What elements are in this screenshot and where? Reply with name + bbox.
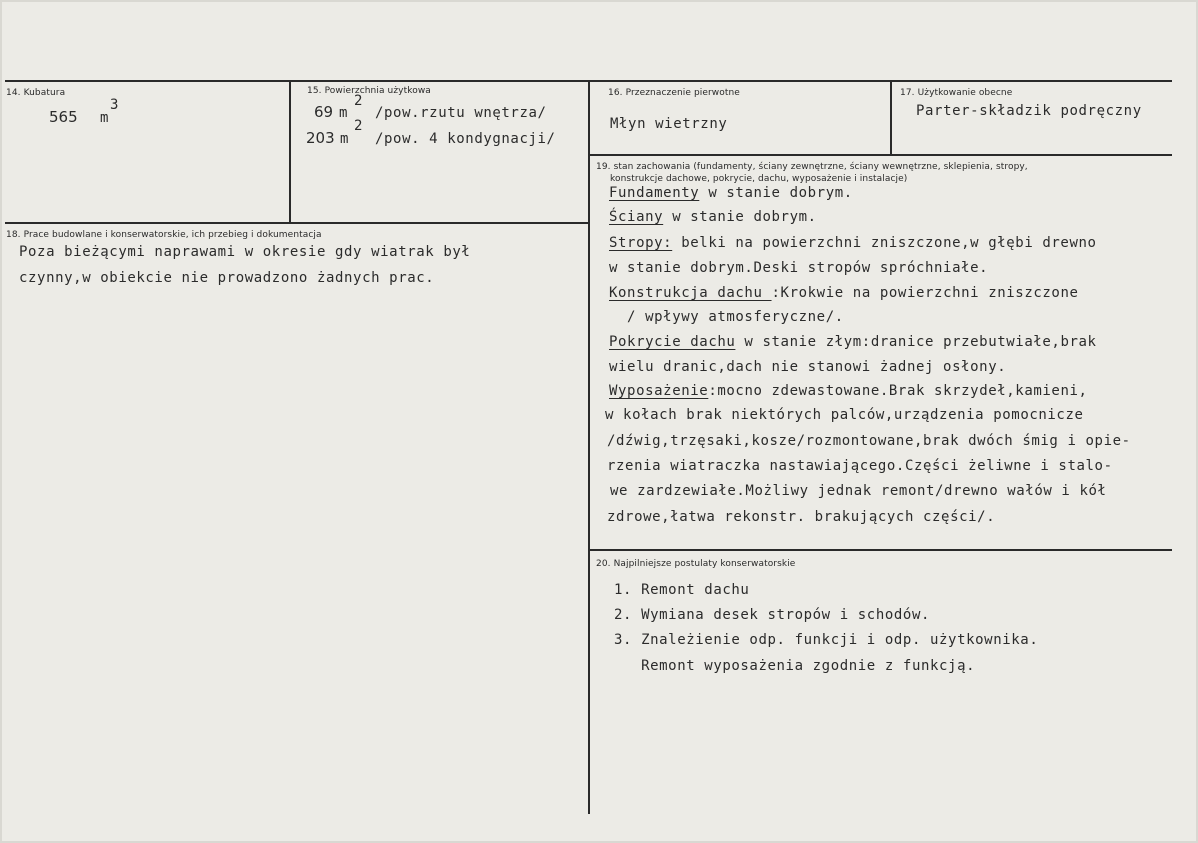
powierzchnia-row1-value: 69 <box>314 103 334 121</box>
stan-zachowania-text: w stanie dobrym.Deski stropów spróchniałe. <box>609 260 989 276</box>
stan-zachowania-row <box>609 285 1079 301</box>
powierzchnia-row1-unit: m <box>339 105 349 121</box>
stan-zachowania-text: :mocno zdewastowane.Brak skrzydeł,kamieni, <box>708 383 1088 399</box>
stan-zachowania-heading: Stropy: <box>609 235 673 251</box>
przeznaczenie-value: Młyn wietrzny <box>610 116 728 132</box>
powierzchnia-row2-sup: 2 <box>354 118 363 134</box>
stan-zachowania-row <box>607 509 995 525</box>
kubatura-label: 14. Kubatura <box>6 88 66 98</box>
stan-zachowania-text: :Krokwie na powierzchni zniszczone <box>771 285 1079 301</box>
stan-zachowania-row <box>609 260 988 276</box>
prace-label: 18. Prace budowlane i konserwatorskie, ich przebieg i dokumentacja <box>6 230 322 240</box>
stan-zachowania-row <box>609 209 817 225</box>
stan-zachowania-heading: Fundamenty <box>609 185 700 201</box>
stan-zachowania-row <box>609 235 1097 251</box>
powierzchnia-row1-sup: 2 <box>354 93 363 109</box>
uzytkowanie-label: 17. Użytkowanie obecne <box>900 88 1013 98</box>
divider-15-16 <box>588 80 590 814</box>
stan-zachowania-row <box>609 383 1088 399</box>
powierzchnia-row2-value: 203 <box>306 129 335 147</box>
stan-zachowania-text: belki na powierzchni zniszczone,w głębi drewno <box>672 235 1097 251</box>
stan-zachowania-row <box>607 433 1131 449</box>
kubatura-value: 565 <box>49 108 78 126</box>
kubatura-unit-sup: 3 <box>110 97 119 113</box>
kubatura-unit: m <box>100 110 110 126</box>
stan-zachowania-heading: Pokrycie dachu <box>609 334 736 350</box>
prace-line-1: Poza bieżącymi naprawami w okresie gdy wiatrak był <box>19 244 471 260</box>
stan-zachowania-heading: Wyposażenie <box>609 383 709 399</box>
stan-zachowania-text: wielu dranic,dach nie stanowi żadnej osłony. <box>609 359 1007 375</box>
stan-zachowania-row <box>605 407 1084 423</box>
powierzchnia-row1-text: /pow.rzutu wnętrza/ <box>375 105 547 121</box>
stan-zachowania-row <box>610 483 1107 499</box>
stan-zachowania-heading: Konstrukcja dachu <box>609 285 772 301</box>
stan-zachowania-row <box>609 185 853 201</box>
stan-zachowania-row <box>609 309 844 325</box>
stan-zachowania-heading: Ściany <box>609 209 664 225</box>
stan-zachowania-text: w stanie dobrym. <box>699 185 853 201</box>
stan-zachowania-label-2: konstrukcje dachowe, pokrycie, dachu, wyposażenie i instalacje) <box>610 174 908 184</box>
postulat-line-1: 1. Remont dachu <box>614 582 750 598</box>
stan-zachowania-text: w kołach brak niektórych palców,urządzenia pomocnicze <box>605 407 1084 423</box>
stan-zachowania-row <box>607 458 1113 474</box>
przeznaczenie-label: 16. Przeznaczenie pierwotne <box>608 88 740 98</box>
postulat-line-3: 3. Znależienie odp. funkcji i odp. użytkownika. <box>614 632 1039 648</box>
divider-14-15 <box>289 80 291 223</box>
stan-zachowania-text: / wpływy atmosferyczne/. <box>609 309 844 325</box>
rule-14-15-bottom <box>5 222 589 224</box>
prace-line-2: czynny,w obiekcie nie prowadzono żadnych prac. <box>19 270 435 286</box>
stan-zachowania-text: w stanie złym:dranice przebutwiałe,brak <box>735 334 1097 350</box>
divider-16-17 <box>890 80 892 155</box>
rule-16-17-bottom <box>589 154 1172 156</box>
stan-zachowania-text: /dźwig,trzęsaki,kosze/rozmontowane,brak dwóch śmig i opie- <box>607 433 1131 449</box>
postulat-line-2: 2. Wymiana desek stropów i schodów. <box>614 607 931 623</box>
rule-19-bottom <box>589 549 1172 551</box>
postulat-line-4: Remont wyposażenia zgodnie z funkcją. <box>614 658 976 674</box>
stan-zachowania-row <box>609 359 1006 375</box>
stan-zachowania-text: w stanie dobrym. <box>663 209 817 225</box>
powierzchnia-row2-text: /pow. 4 kondygnacji/ <box>375 131 556 147</box>
powierzchnia-row2-unit: m <box>340 131 350 147</box>
stan-zachowania-text: zdrowe,łatwa rekonstr. brakujących części/. <box>607 509 996 525</box>
postulaty-label: 20. Najpilniejsze postulaty konserwatorskie <box>596 559 796 569</box>
stan-zachowania-row <box>609 334 1097 350</box>
uzytkowanie-value: Parter-składzik podręczny <box>916 103 1142 119</box>
powierzchnia-label: 15. Powierzchnia użytkowa <box>307 86 431 96</box>
stan-zachowania-text: we zardzewiałe.Możliwy jednak remont/drewno wałów i kół <box>610 483 1107 499</box>
stan-zachowania-text: rzenia wiatraczka nastawiającego.Części żeliwne i stalo- <box>607 458 1113 474</box>
stan-zachowania-label-1: 19. stan zachowania (fundamenty, ściany zewnętrzne, ściany wewnętrzne, sklepienia, stropy, <box>596 162 1028 172</box>
